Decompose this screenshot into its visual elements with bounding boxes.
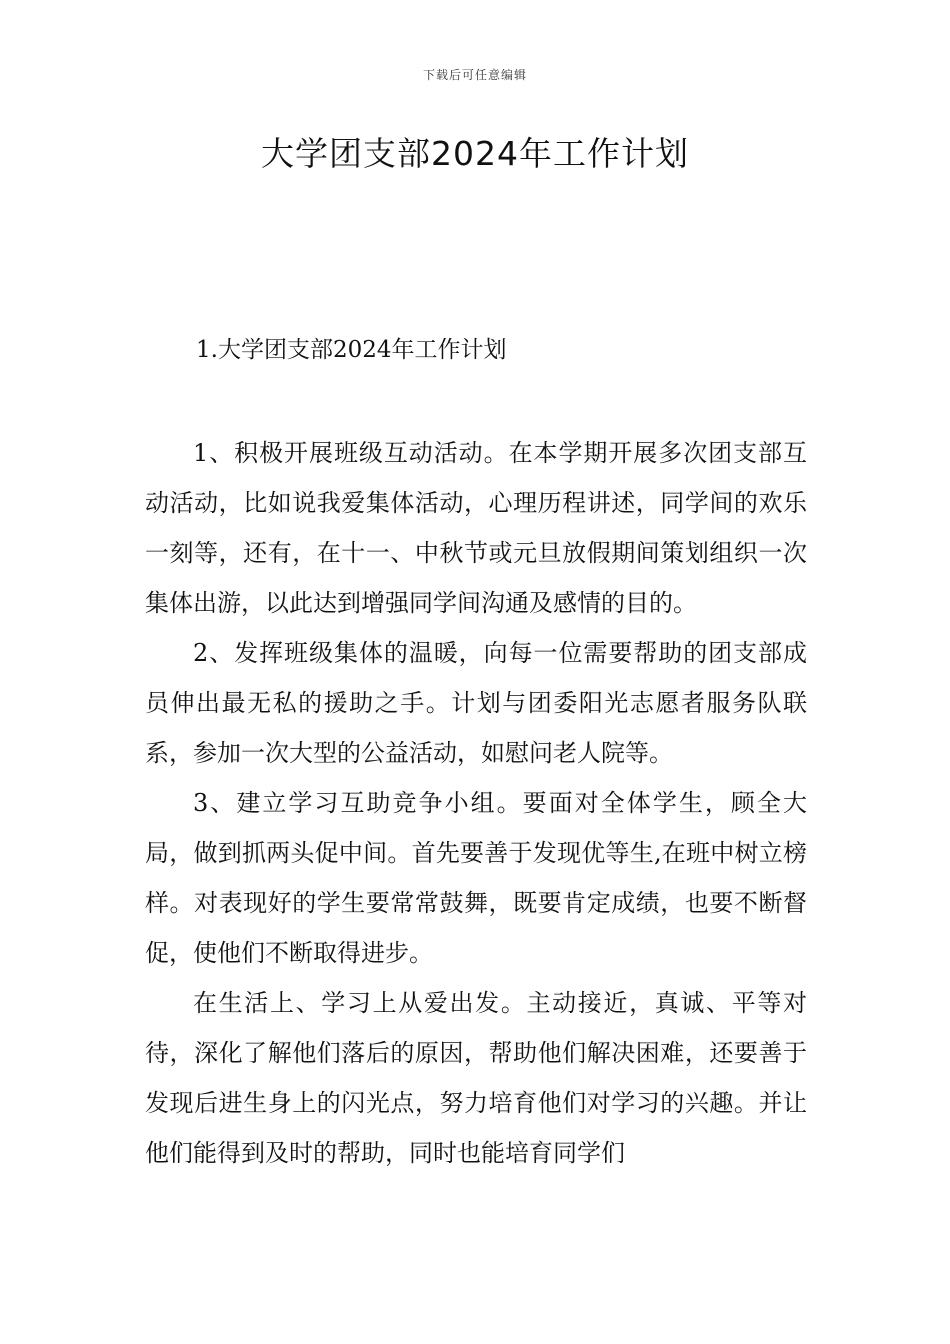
document-title: 大学团支部2024年工作计划 (261, 134, 689, 173)
paragraph-2: 2、发挥班级集体的温暖，向每一位需要帮助的团支部成员伸出最无私的援助之手。计划与团委阳光志愿者服务队联系，参加一次大型的公益活动，如慰问老人院等。 (145, 639, 807, 767)
document-body (145, 428, 807, 1178)
paragraph-1: 1、积极开展班级互动活动。在本学期开展多次团支部互动活动，比如说我爱集体活动，心理历程讲述，同学间的欢乐一刻等，还有，在十一、中秋节或元旦放假期间策划组织一次集体出游，以此达到增强同学间沟通及感情的目的。 (145, 439, 807, 617)
paragraph-3: 3、建立学习互助竞争小组。要面对全体学生，顾全大局，做到抓两头促中间。首先要善于发现优等生,在班中树立榜样。对表现好的学生要常常鼓舞，既要肯定成绩，也要不断督促，使他们不断取得进步。 (145, 789, 807, 967)
paragraph-4: 在生活上、学习上从爱出发。主动接近，真诚、平等对待，深化了解他们落后的原因，帮助他们解决困难，还要善于发现后进生身上的闪光点，努力培育他们对学习的兴趣。并让他们能得到及时的帮助，同时也能培育同学们 (145, 989, 807, 1167)
section-heading: 1.大学团支部2024年工作计划 (196, 337, 507, 363)
header-note: 下载后可任意编辑 (422, 68, 527, 82)
